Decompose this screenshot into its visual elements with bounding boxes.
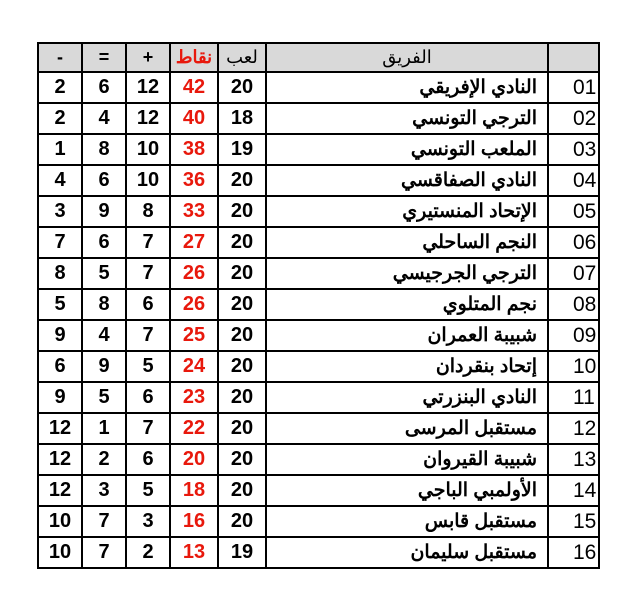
table-row xyxy=(38,196,599,227)
cell-played: 20 xyxy=(218,320,266,351)
cell-wins: 6 xyxy=(126,444,170,475)
cell-rank: 03 xyxy=(548,134,599,165)
cell-draws: 8 xyxy=(82,289,126,320)
cell-rank: 11 xyxy=(548,382,599,413)
cell-rank: 01 xyxy=(548,72,599,103)
cell-wins: 2 xyxy=(126,537,170,568)
cell-team: شبيبة العمران xyxy=(266,320,548,351)
cell-points: 16 xyxy=(170,506,218,537)
cell-played: 20 xyxy=(218,444,266,475)
cell-points: 20 xyxy=(170,444,218,475)
cell-played: 20 xyxy=(218,506,266,537)
cell-team: النادي الصفاقسي xyxy=(266,165,548,196)
cell-team: الترجي التونسي xyxy=(266,103,548,134)
cell-points: 22 xyxy=(170,413,218,444)
cell-wins: 5 xyxy=(126,475,170,506)
cell-points: 27 xyxy=(170,227,218,258)
cell-played: 20 xyxy=(218,196,266,227)
cell-draws: 9 xyxy=(82,351,126,382)
cell-played: 18 xyxy=(218,103,266,134)
header-team: الفريق xyxy=(266,43,548,72)
cell-draws: 5 xyxy=(82,258,126,289)
cell-losses: 12 xyxy=(38,444,82,475)
cell-rank: 09 xyxy=(548,320,599,351)
cell-rank: 15 xyxy=(548,506,599,537)
cell-wins: 12 xyxy=(126,103,170,134)
table-row xyxy=(38,320,599,351)
cell-draws: 4 xyxy=(82,103,126,134)
cell-draws: 6 xyxy=(82,227,126,258)
cell-points: 18 xyxy=(170,475,218,506)
cell-wins: 5 xyxy=(126,351,170,382)
cell-wins: 7 xyxy=(126,413,170,444)
cell-played: 20 xyxy=(218,72,266,103)
header-losses: - xyxy=(38,43,82,72)
table-row xyxy=(38,289,599,320)
cell-wins: 6 xyxy=(126,382,170,413)
table-row xyxy=(38,413,599,444)
cell-losses: 4 xyxy=(38,165,82,196)
cell-wins: 6 xyxy=(126,289,170,320)
cell-draws: 6 xyxy=(82,72,126,103)
header-draws: = xyxy=(82,43,126,72)
cell-points: 13 xyxy=(170,537,218,568)
cell-played: 19 xyxy=(218,134,266,165)
cell-rank: 12 xyxy=(548,413,599,444)
cell-wins: 7 xyxy=(126,320,170,351)
cell-wins: 10 xyxy=(126,134,170,165)
cell-losses: 6 xyxy=(38,351,82,382)
cell-wins: 3 xyxy=(126,506,170,537)
cell-rank: 02 xyxy=(548,103,599,134)
cell-played: 20 xyxy=(218,475,266,506)
cell-points: 42 xyxy=(170,72,218,103)
cell-team: مستقبل سليمان xyxy=(266,537,548,568)
cell-losses: 9 xyxy=(38,382,82,413)
cell-draws: 6 xyxy=(82,165,126,196)
cell-points: 25 xyxy=(170,320,218,351)
cell-played: 20 xyxy=(218,258,266,289)
cell-points: 36 xyxy=(170,165,218,196)
cell-wins: 12 xyxy=(126,72,170,103)
cell-losses: 8 xyxy=(38,258,82,289)
cell-played: 19 xyxy=(218,537,266,568)
cell-draws: 4 xyxy=(82,320,126,351)
cell-rank: 10 xyxy=(548,351,599,382)
cell-losses: 10 xyxy=(38,537,82,568)
table-row xyxy=(38,134,599,165)
table-row xyxy=(38,165,599,196)
cell-draws: 9 xyxy=(82,196,126,227)
cell-team: إتحاد بنقردان xyxy=(266,351,548,382)
cell-draws: 7 xyxy=(82,537,126,568)
cell-rank: 07 xyxy=(548,258,599,289)
table-row xyxy=(38,537,599,568)
cell-team: الملعب التونسي xyxy=(266,134,548,165)
cell-draws: 5 xyxy=(82,382,126,413)
cell-wins: 7 xyxy=(126,227,170,258)
cell-losses: 2 xyxy=(38,103,82,134)
cell-draws: 7 xyxy=(82,506,126,537)
table-row xyxy=(38,258,599,289)
header-wins: + xyxy=(126,43,170,72)
cell-rank: 14 xyxy=(548,475,599,506)
cell-losses: 5 xyxy=(38,289,82,320)
cell-played: 20 xyxy=(218,227,266,258)
cell-team: مستقبل المرسى xyxy=(266,413,548,444)
cell-rank: 04 xyxy=(548,165,599,196)
cell-team: الترجي الجرجيسي xyxy=(266,258,548,289)
cell-losses: 12 xyxy=(38,475,82,506)
cell-rank: 08 xyxy=(548,289,599,320)
cell-draws: 1 xyxy=(82,413,126,444)
cell-draws: 2 xyxy=(82,444,126,475)
cell-rank: 13 xyxy=(548,444,599,475)
cell-losses: 12 xyxy=(38,413,82,444)
cell-team: النادي الإفريقي xyxy=(266,72,548,103)
table-row xyxy=(38,227,599,258)
table-body xyxy=(38,72,599,568)
cell-losses: 3 xyxy=(38,196,82,227)
cell-played: 20 xyxy=(218,289,266,320)
table-row xyxy=(38,475,599,506)
cell-points: 40 xyxy=(170,103,218,134)
standings-table xyxy=(37,42,600,569)
cell-played: 20 xyxy=(218,351,266,382)
cell-points: 23 xyxy=(170,382,218,413)
table-row xyxy=(38,351,599,382)
header-points: نقاط xyxy=(170,43,218,72)
cell-wins: 7 xyxy=(126,258,170,289)
table-row xyxy=(38,506,599,537)
cell-draws: 3 xyxy=(82,475,126,506)
cell-wins: 8 xyxy=(126,196,170,227)
cell-rank: 05 xyxy=(548,196,599,227)
cell-team: مستقبل قابس xyxy=(266,506,548,537)
header-row xyxy=(38,43,599,72)
cell-played: 20 xyxy=(218,413,266,444)
cell-rank: 16 xyxy=(548,537,599,568)
cell-points: 26 xyxy=(170,258,218,289)
cell-draws: 8 xyxy=(82,134,126,165)
table-row xyxy=(38,103,599,134)
cell-losses: 7 xyxy=(38,227,82,258)
cell-points: 33 xyxy=(170,196,218,227)
table-row xyxy=(38,444,599,475)
cell-losses: 10 xyxy=(38,506,82,537)
cell-wins: 10 xyxy=(126,165,170,196)
cell-team: النجم الساحلي xyxy=(266,227,548,258)
cell-played: 20 xyxy=(218,165,266,196)
cell-losses: 2 xyxy=(38,72,82,103)
cell-points: 26 xyxy=(170,289,218,320)
header-played: لعب xyxy=(218,43,266,72)
cell-rank: 06 xyxy=(548,227,599,258)
table-row xyxy=(38,382,599,413)
cell-team: الإتحاد المنستيري xyxy=(266,196,548,227)
cell-points: 24 xyxy=(170,351,218,382)
cell-team: النادي البنزرتي xyxy=(266,382,548,413)
cell-team: الأولمبي الباجي xyxy=(266,475,548,506)
cell-losses: 9 xyxy=(38,320,82,351)
cell-points: 38 xyxy=(170,134,218,165)
cell-team: شبيبة القيروان xyxy=(266,444,548,475)
cell-losses: 1 xyxy=(38,134,82,165)
cell-team: نجم المتلوي xyxy=(266,289,548,320)
cell-played: 20 xyxy=(218,382,266,413)
header-rank xyxy=(548,43,599,72)
table-row xyxy=(38,72,599,103)
